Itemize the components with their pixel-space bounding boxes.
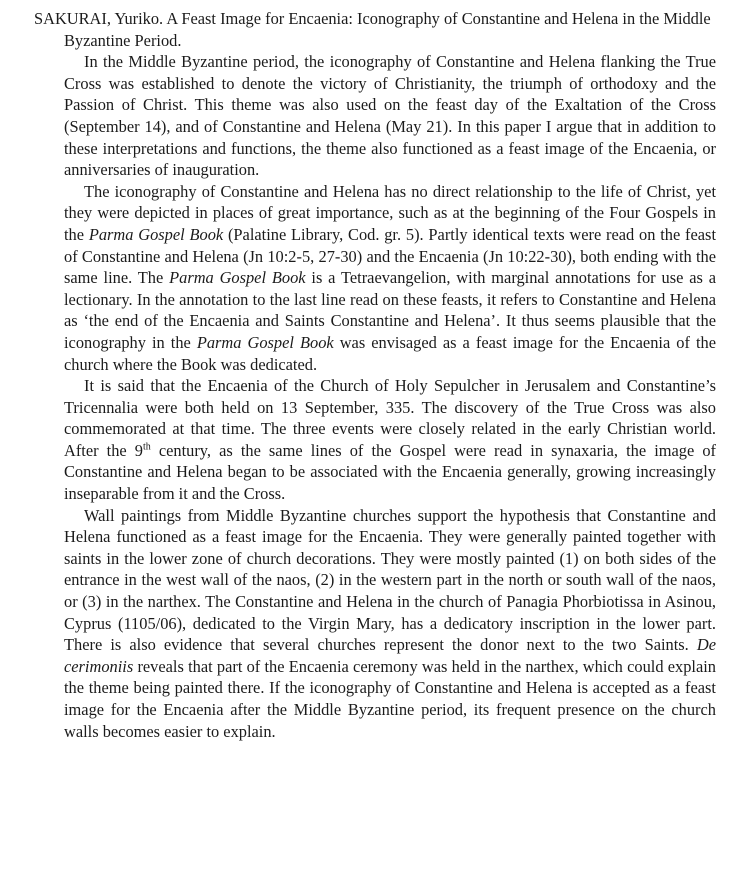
paragraph-2-text-g: was envisaged as a feast image for the Encaenia of the church where the Book was dedicated. (64, 332, 716, 374)
book-title-italic: Parma Gospel Book (169, 268, 306, 288)
paragraph-2-text-e: is a Tetraevangelion, with marginal annotations for use as a lectionary. In the annotation to the last line read on these feasts, it refers to Constantine and Helena as ‘the end of the Encaenia and Saints Constantine and Helena’. It thus seems plausible that the iconography in the (64, 268, 716, 352)
article-title: SAKURAI, Yuriko. A Feast Image for Encaenia: Iconography of Constantine and Helena in the Middle Byzantine Period. (34, 9, 711, 50)
paragraph-3-text-a: It is said that the Encaenia of the Church of Holy Sepulcher in Jerusalem and Constantine’s Tricennalia were both held on 13 September, 335. The discovery of the True Cross was also commemorated at that time. The three events were closely related in the early Christian world. After the 9 (64, 376, 716, 460)
ordinal-superscript: th (142, 441, 151, 453)
book-title-italic: Parma Gospel Book (88, 224, 224, 244)
paragraph-2 (34, 181, 716, 375)
paragraph-2-text-c: (Palatine Library, Cod. gr. 5). Partly identical texts were read on the feast of Constantine and Helena (Jn 10:2-5, 27-30) and the Encaenia (Jn 10:22-30), both ending with the same line. The (64, 224, 716, 288)
paragraph-1: In the Middle Byzantine period, the iconography of Constantine and Helena flanking the True Cross was established to denote the victory of Christianity, the triumph of orthodoxy and the Passion of Christ. This theme was also used on the feast day of the Exaltation of the Cross (September 14), and of Constantine and Helena (May 21). In this paper I argue that in addition to these interpretations and functions, the theme also functioned as a feast image of the Encaenia, or anniversaries of inauguration. (64, 52, 716, 180)
paragraph-4-text-a: Wall paintings from Middle Byzantine churches support the hypothesis that Constantine and Helena functioned as a feast image for the Encaenia. They were generally painted together with saints in the lower zone of church decorations. They were mostly painted (1) on both sides of the entrance in the west wall of the naos, (2) in the western part in the north or south wall of the naos, or (3) in the narthex. The Constantine and Helena in the church of Panagia Phorbiotissa in Asinou, Cyprus (1105/06), dedicated to the Virgin Mary, has a dedicatory inscription in the lower part. There is also evidence that several churches represent the donor next to the two Saints. (64, 505, 716, 655)
book-title-italic: Parma Gospel Book (196, 332, 334, 352)
paragraph-3 (34, 375, 716, 505)
paragraph-4 (34, 505, 716, 743)
paragraph-3-text-b: century, as the same lines of the Gospel were read in synaxaria, the image of Constantine and Helena began to be associated with the Encaenia generally, growing increasingly inseparable from it and the Cross. (64, 440, 716, 504)
paragraph-4-text-c: reveals that part of the Encaenia ceremony was held in the narthex, which could explain the theme being painted there. If the iconography of Constantine and Helena is accepted as a feast image for the Encaenia after the Middle Byzantine period, its frequent presence on the church walls becomes easier to explain. (64, 656, 716, 741)
paragraph-2-text-a: The iconography of Constantine and Helena has no direct relationship to the life of Christ, yet they were depicted in places of great importance, such as at the beginning of the Four Gospels in the (64, 181, 716, 244)
work-title-italic: De cerimoniis (64, 635, 716, 676)
